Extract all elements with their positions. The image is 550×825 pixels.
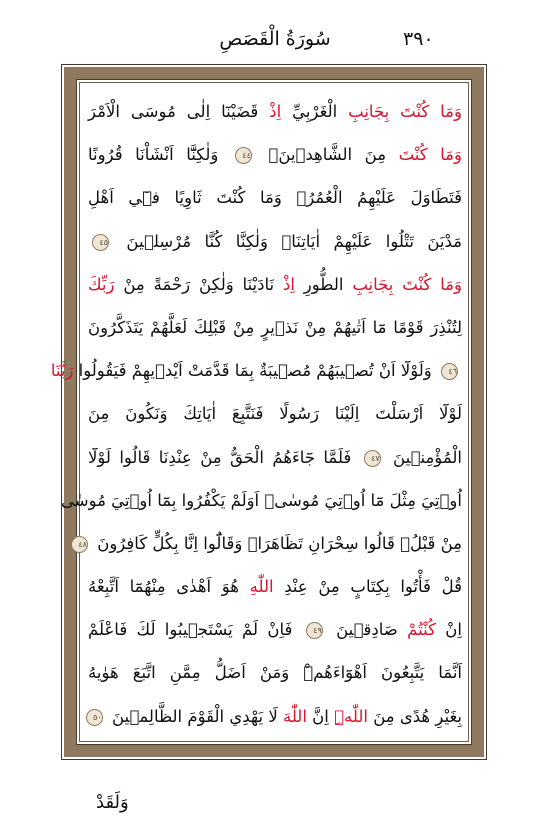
highlighted-text: وَمَا كُنْتَ بِجَانِبِ [348, 102, 462, 121]
verse-text: الطُّورِ [294, 274, 353, 294]
verse-text: اِنَّ [306, 706, 335, 726]
verse-text: مِنْ قَبْلُۚ قَالُوا سِحْرَانِ تَظَاهَرَاۗ وَقَالُٓوا اِنَّا بِكُلٍّ كَافِرُونَ [91, 533, 462, 553]
verse-number-marker: ٥٠ [86, 709, 103, 726]
verse-text: الْمُؤْمِنٖينَ [384, 447, 462, 467]
highlighted-text: اللّٰهِۜ [334, 706, 368, 726]
verse-text: مَدْيَنَ تَتْلُوا عَلَيْهِمْ اٰيَاتِنَاۙ وَلٰكِنَّا كُنَّا مُرْسِلٖينَ [113, 231, 462, 251]
verse-text: قَضَيْنَٓا اِلٰى مُوسَى الْاَمْرَ [88, 102, 270, 121]
verse-text: لَا يَهْدِي الْقَوْمَ الظَّالِمٖينَ [106, 706, 283, 726]
text-line [88, 565, 462, 608]
page-header [0, 24, 550, 60]
text-line [88, 695, 462, 738]
text-line [88, 392, 462, 435]
catchword: وَلَقَدْ [96, 792, 129, 813]
text-line [61, 479, 462, 522]
verse-text: فَلَمَّا جَٓاءَهُمُ الْحَقُّ مِنْ عِنْدِنَا قَالُوا لَوْلَٓا [88, 447, 360, 467]
verse-text: قُلْ فَأْتُوا بِكِتَابٍ مِنْ عِنْدِ [273, 577, 462, 597]
text-line [50, 349, 462, 392]
highlighted-text: اِذْ [283, 274, 295, 294]
highlighted-text: رَبَّنَا [50, 361, 74, 381]
highlighted-text: وَمَا كُنْتَ [398, 145, 462, 165]
verse-text: الْغَرْبِيِّ [281, 102, 349, 121]
verse-number-marker: ٤٦ [441, 363, 458, 380]
verse-text: اُو۫تِيَ مِثْلَ مَٓا اُو۫تِيَ مُوسٰىۜ اَوَلَمْ يَكْفُرُوا بِمَٓا اُو۫تِيَ مُوسٰى [61, 490, 462, 510]
verse-number-marker: ٤٧ [364, 450, 381, 467]
highlighted-text: رَبِّكَ [88, 274, 115, 294]
verse-text: اَنَّمَا يَتَّبِعُونَ اَهْوَٓاءَهُمْۜ وَمَنْ اَضَلُّ مِمَّنِ اتَّبَعَ هَوٰيهُ [88, 663, 462, 683]
text-line [88, 306, 462, 349]
verse-text: بِغَيْرِ هُدًى مِنَ [367, 706, 462, 726]
verse-number-marker: ٤٥ [92, 234, 109, 251]
page-number: ٣٩٠ [403, 28, 434, 50]
verse-text: مِنَ الشَّاهِدٖينَۙ [255, 145, 399, 165]
text-line [88, 220, 462, 263]
text-line [88, 176, 462, 219]
verse-text: هُوَ اَهْدٰى مِنْهُمَٓا اَتَّبِعْهُ [88, 577, 250, 597]
text-line [88, 651, 462, 694]
verse-text: لَوْلَٓا اَرْسَلْتَ اِلَيْنَا رَسُولًا فَنَتَّبِعَ اٰيَاتِكَ وَنَكُونَ مِنَ [88, 404, 462, 424]
surah-title: سُورَةُ الْقَصَصِ [219, 28, 331, 50]
text-line [78, 522, 462, 565]
verse-text: وَلَوْلَٓا اَنْ تُصٖيبَهُمْ مُصٖيبَةٌ بِمَا قَدَّمَتْ اَيْدٖيهِمْ فَيَقُولُوا [73, 361, 437, 381]
text-line [88, 436, 462, 479]
highlighted-text: اِذْ [269, 102, 282, 121]
text-line [88, 608, 462, 651]
text-line [88, 133, 462, 176]
verse-number-marker: ٤٨ [71, 536, 88, 553]
verse-text: فَتَطَاوَلَ عَلَيْهِمُ الْعُمُرُۚ وَمَا كُنْتَ ثَاوِيًا فٖٓي اَهْلِ [88, 188, 462, 208]
verse-text: فَاِنْ لَمْ يَسْتَجٖيبُوا لَكَ فَاعْلَمْ [88, 620, 302, 640]
highlighted-text: اللّٰهَ [283, 706, 307, 726]
verse-text: نَادَيْنَا وَلٰكِنْ رَحْمَةً مِنْ [114, 274, 283, 294]
verse-text: اِنْ [435, 620, 462, 640]
verse-text: وَلٰكِنَّٓا اَنْشَاْنَا قُرُونًا [88, 145, 231, 165]
highlighted-text: وَمَا كُنْتَ بِجَانِبِ [352, 274, 462, 294]
verse-text: صَادِقٖينَ [326, 620, 408, 640]
highlighted-text: كُنْتُمْ [407, 620, 436, 640]
quran-text-block [50, 90, 462, 738]
highlighted-text: اللّٰهِ [249, 577, 274, 597]
text-line [88, 263, 462, 306]
verse-number-marker: ٤٤ [235, 147, 252, 164]
verse-text: لِتُنْذِرَ قَوْمًا مَٓا اَتٰيهُمْ مِنْ نَذٖيرٍ مِنْ قَبْلِكَ لَعَلَّهُمْ يَتَذَكَّرُونَ [88, 317, 462, 337]
verse-number-marker: ٤٩ [306, 622, 323, 639]
text-line [88, 90, 462, 133]
